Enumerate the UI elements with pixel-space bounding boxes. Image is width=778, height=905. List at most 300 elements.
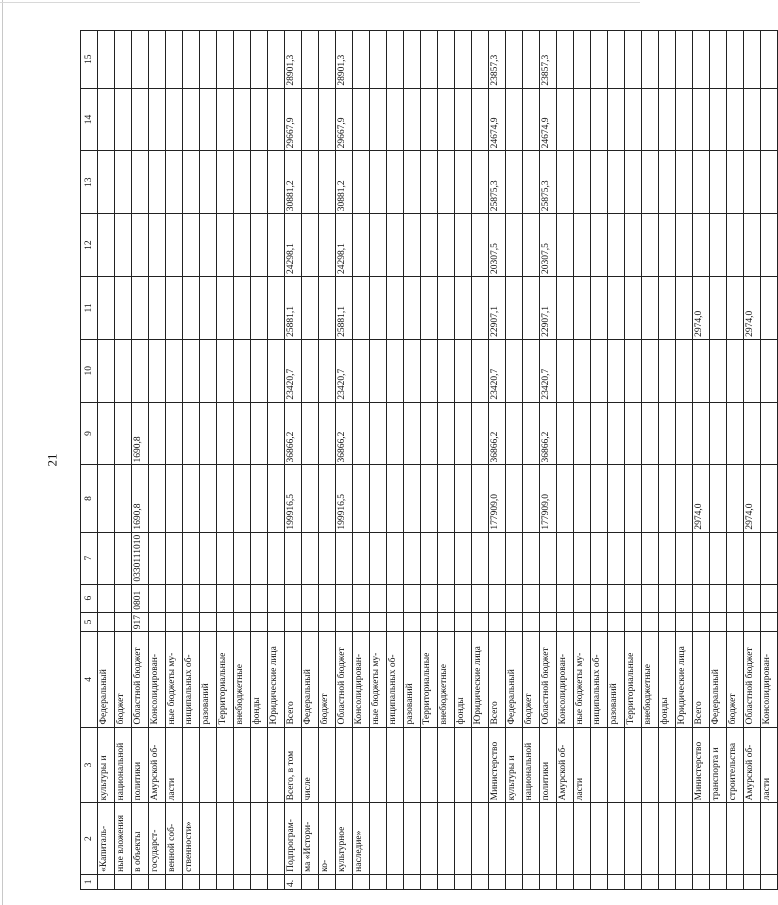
table-cell [455,88,472,151]
table-cell [166,31,183,89]
table-cell [132,277,149,340]
table-cell [268,339,285,402]
table-cell [98,612,115,631]
table-cell [608,31,625,89]
table-cell: 22907,1 [540,277,557,340]
table-cell [523,88,540,151]
table-cell [761,88,778,151]
table-cell [455,803,472,874]
table-cell [166,151,183,214]
table-cell [268,31,285,89]
table-header-row [81,31,98,890]
table-cell [166,874,183,889]
table-cell [659,465,676,532]
table-cell: 24298,1 [336,214,353,277]
table-cell [387,465,404,532]
table-cell [149,88,166,151]
table-cell: политики [132,727,149,803]
table-cell [421,339,438,402]
table-cell [523,339,540,402]
table-cell [387,612,404,631]
table-cell [574,88,591,151]
table-cell [115,874,132,889]
table-cell [744,612,761,631]
table-cell [642,277,659,340]
table-cell: наследие» [353,803,370,874]
table-cell [625,727,642,803]
table-cell [761,277,778,340]
column-header: 13 [81,151,98,214]
budget-table [80,30,778,890]
table-cell [234,214,251,277]
table-cell [200,874,217,889]
table-cell [132,31,149,89]
table-cell [591,339,608,402]
table-cell: 29667,9 [336,88,353,151]
table-cell: ниципальных об- [183,632,200,727]
table-cell [455,277,472,340]
table-cell [727,874,744,889]
table-cell [302,402,319,465]
table-cell [438,584,455,612]
table-cell: ласти [574,727,591,803]
table-cell [421,874,438,889]
scan-edge [2,0,3,905]
table-cell: ниципальных об- [591,632,608,727]
table-cell [659,151,676,214]
table-cell [217,874,234,889]
column-header: 7 [81,532,98,584]
table-cell [132,874,149,889]
table-row [319,31,336,890]
column-header: 10 [81,339,98,402]
table-cell [574,277,591,340]
table-cell [370,803,387,874]
table-cell [676,88,693,151]
table-cell [455,584,472,612]
table-cell [234,339,251,402]
table-cell [506,277,523,340]
table-cell [676,277,693,340]
table-cell [608,402,625,465]
table-cell: ственности» [183,803,200,874]
table-cell [744,874,761,889]
table-cell [387,277,404,340]
table-cell: 20307,5 [489,214,506,277]
table-cell: 1690,8 [132,402,149,465]
table-cell [455,612,472,631]
table-cell [727,584,744,612]
table-cell: Территориальные [217,632,234,727]
table-row [217,31,234,890]
table-cell [166,532,183,584]
table-cell [693,151,710,214]
table-cell [319,339,336,402]
table-cell [506,532,523,584]
table-cell [676,612,693,631]
table-cell [608,88,625,151]
table-cell [234,151,251,214]
table-cell [183,727,200,803]
table-cell [625,584,642,612]
table-cell [506,151,523,214]
table-cell [744,339,761,402]
table-cell: бюджет [319,632,336,727]
table-cell [319,874,336,889]
table-cell [591,727,608,803]
table-cell [693,88,710,151]
table-cell [591,402,608,465]
table-cell [319,31,336,89]
table-cell: 25881,1 [336,277,353,340]
table-cell [710,214,727,277]
table-cell: 199916,5 [285,465,302,532]
table-row [523,31,540,890]
table-cell [506,214,523,277]
table-cell [234,584,251,612]
table-cell [217,532,234,584]
table-cell [642,727,659,803]
table-cell [404,874,421,889]
table-cell [591,31,608,89]
table-cell [710,584,727,612]
table-cell: Областной бюджет [336,632,353,727]
table-cell [251,151,268,214]
table-cell: ные бюджеты му- [574,632,591,727]
table-cell [421,402,438,465]
table-row [251,31,268,890]
table-cell [370,465,387,532]
table-cell [98,88,115,151]
table-cell [761,874,778,889]
table-cell [319,465,336,532]
table-cell [200,88,217,151]
table-cell [744,88,761,151]
table-cell [353,151,370,214]
table-cell [370,584,387,612]
table-cell [727,339,744,402]
table-cell [217,612,234,631]
table-cell [642,402,659,465]
table-cell [659,803,676,874]
table-cell [404,31,421,89]
table-cell [387,88,404,151]
table-cell [693,874,710,889]
column-header: 11 [81,277,98,340]
table-cell: 25875,3 [489,151,506,214]
table-cell [523,803,540,874]
table-cell [727,88,744,151]
table-cell [540,612,557,631]
table-cell [676,339,693,402]
table-cell: Всего, в том [285,727,302,803]
table-cell: 28901,3 [285,31,302,89]
table-cell [217,803,234,874]
table-cell [591,803,608,874]
table-row [387,31,404,890]
table-cell [659,874,676,889]
table-cell [591,612,608,631]
table-cell [608,532,625,584]
table-cell [574,532,591,584]
table-cell [217,584,234,612]
table-cell [676,584,693,612]
table-cell [302,88,319,151]
table-cell [523,465,540,532]
table-cell [149,339,166,402]
table-cell [251,31,268,89]
table-cell [472,584,489,612]
table-cell [302,465,319,532]
table-cell [319,727,336,803]
table-cell [149,402,166,465]
table-cell: Федеральный [506,632,523,727]
table-cell [761,402,778,465]
table-cell [200,31,217,89]
table-cell [625,532,642,584]
table-cell [149,584,166,612]
table-cell [421,277,438,340]
table-cell [574,584,591,612]
table-cell [438,532,455,584]
table-cell: внебюджетные [438,632,455,727]
table-cell [608,214,625,277]
table-cell [761,465,778,532]
table-cell [251,874,268,889]
table-cell [455,874,472,889]
table-cell: 4. [285,874,302,889]
table-cell: 28901,3 [336,31,353,89]
table-cell: 36866,2 [489,402,506,465]
table-cell [404,584,421,612]
table-cell: ласти [166,727,183,803]
table-cell [693,612,710,631]
table-cell: Амурской об- [149,727,166,803]
table-cell [710,88,727,151]
table-cell [183,151,200,214]
table-cell: Территориальные [421,632,438,727]
table-cell [200,151,217,214]
table-cell [353,532,370,584]
table-cell [217,151,234,214]
table-cell [404,339,421,402]
table-cell [438,727,455,803]
table-cell: 36866,2 [336,402,353,465]
table-cell [676,402,693,465]
table-cell [149,874,166,889]
table-cell [557,874,574,889]
table-cell [557,88,574,151]
table-cell [472,88,489,151]
table-cell: ные бюджеты му- [370,632,387,727]
table-cell [540,584,557,612]
table-cell [472,874,489,889]
table-cell [472,339,489,402]
table-cell: 2974,0 [744,277,761,340]
table-cell [370,339,387,402]
table-cell [625,339,642,402]
table-cell [336,612,353,631]
table-cell [319,612,336,631]
table-cell [183,88,200,151]
table-cell [574,402,591,465]
table-cell [489,532,506,584]
table-cell: 23420,7 [489,339,506,402]
table-cell [659,277,676,340]
table-cell [506,88,523,151]
column-header: 6 [81,584,98,612]
table-cell [727,612,744,631]
table-row [421,31,438,890]
table-cell [353,402,370,465]
table-cell [625,214,642,277]
table-cell [574,803,591,874]
table-cell [421,584,438,612]
table-cell [370,612,387,631]
table-cell [438,88,455,151]
table-cell: Амурской об- [744,727,761,803]
table-cell: 36866,2 [540,402,557,465]
table-cell [115,88,132,151]
table-cell [166,465,183,532]
table-cell: разований [608,632,625,727]
table-cell [455,727,472,803]
table-cell: числе [302,727,319,803]
table-cell [642,612,659,631]
table-cell: Федеральный [302,632,319,727]
table-cell [761,339,778,402]
table-cell [115,277,132,340]
table-cell [659,88,676,151]
table-cell [319,214,336,277]
table-cell [234,402,251,465]
table-cell [115,402,132,465]
table-cell [676,465,693,532]
table-cell [557,532,574,584]
table-cell [693,31,710,89]
table-cell [98,584,115,612]
table-cell [438,612,455,631]
table-cell [387,402,404,465]
table-cell [370,214,387,277]
table-cell [336,874,353,889]
table-row [98,31,115,890]
table-cell [166,612,183,631]
table-cell: ные бюджеты му- [166,632,183,727]
table-cell: национальной [523,727,540,803]
table-cell [421,151,438,214]
table-cell [302,31,319,89]
table-cell: фонды [251,632,268,727]
table-cell [557,151,574,214]
table-cell [472,803,489,874]
table-cell [387,727,404,803]
table-cell: 23420,7 [540,339,557,402]
table-cell: 1690,8 [132,465,149,532]
table-cell [217,277,234,340]
table-cell [710,402,727,465]
table-cell [183,465,200,532]
table-cell [166,277,183,340]
table-cell [472,31,489,89]
table-row [710,31,727,890]
table-cell [183,339,200,402]
table-cell [557,803,574,874]
table-cell [234,727,251,803]
column-header: 1 [81,874,98,889]
table-cell [659,339,676,402]
table-cell: культуры и [98,727,115,803]
table-cell: 24674,9 [489,88,506,151]
table-cell: политики [540,727,557,803]
table-cell [319,277,336,340]
table-cell [353,727,370,803]
table-cell [353,465,370,532]
table-cell [183,874,200,889]
table-cell [727,214,744,277]
table-cell [251,727,268,803]
table-cell [115,214,132,277]
table-cell [132,88,149,151]
table-cell [251,532,268,584]
table-cell [183,31,200,89]
table-cell [404,803,421,874]
table-cell [659,214,676,277]
table-cell [149,151,166,214]
table-cell [183,584,200,612]
table-cell [404,151,421,214]
table-cell [591,465,608,532]
table-cell [761,31,778,89]
table-cell [387,151,404,214]
table-cell [710,612,727,631]
table-cell [523,151,540,214]
table-cell [115,532,132,584]
table-cell: Федеральный [98,632,115,727]
table-cell [761,532,778,584]
table-cell [200,214,217,277]
table-cell: 0801 [132,584,149,612]
table-cell [761,214,778,277]
table-cell [591,88,608,151]
table-cell [370,277,387,340]
table-cell: 23857,3 [489,31,506,89]
table-cell [523,402,540,465]
table-cell [302,874,319,889]
table-cell [438,277,455,340]
table-cell [200,402,217,465]
table-cell [642,803,659,874]
table-cell [319,532,336,584]
table-cell [693,339,710,402]
table-cell [115,612,132,631]
table-cell [506,402,523,465]
table-cell [540,532,557,584]
table-cell [557,339,574,402]
table-cell [217,402,234,465]
table-cell: Амурской об- [557,727,574,803]
table-cell [387,803,404,874]
table-cell: культуры и [506,727,523,803]
table-cell [625,803,642,874]
table-cell [353,31,370,89]
table-cell [693,803,710,874]
table-row [761,31,778,890]
table-cell: Областной бюджет [540,632,557,727]
table-cell [404,612,421,631]
table-cell [115,584,132,612]
table-cell: Областной бюджет [744,632,761,727]
